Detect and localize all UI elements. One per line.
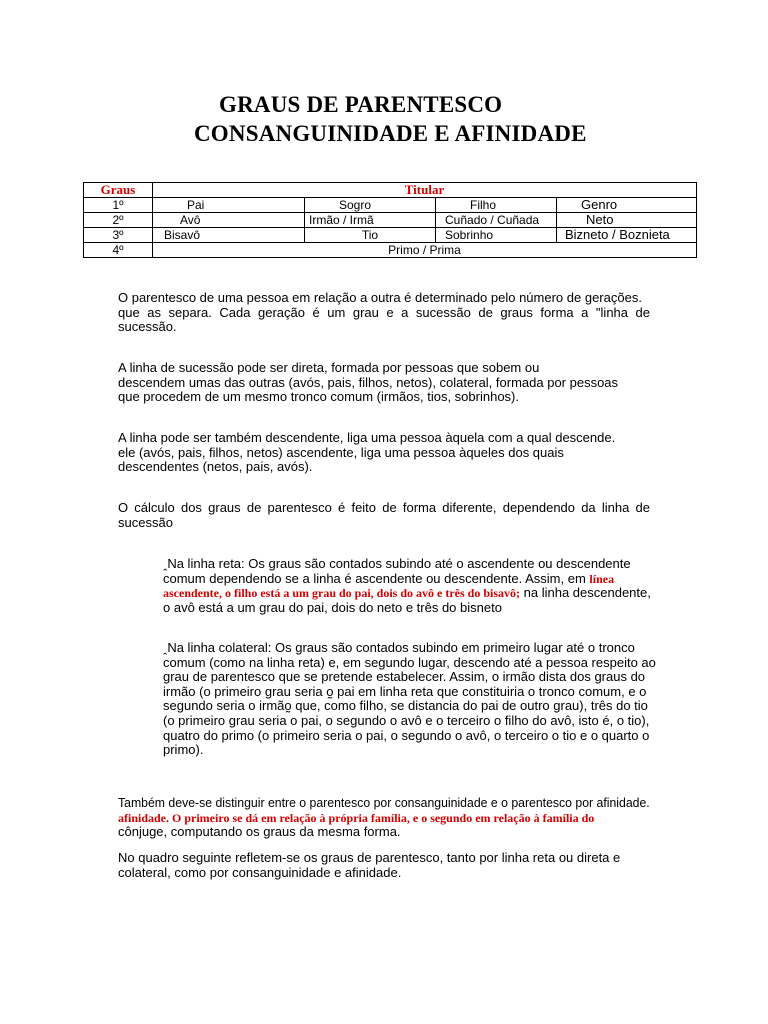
table-header-graus: Graus [84,183,153,198]
table-cell: Sogro [305,198,436,213]
table-cell: Cuñado / Cuñada [436,213,557,228]
table-row [84,243,697,258]
kinship-table [83,182,697,258]
text-line: descendentes (netos, pais, avós). [118,459,313,475]
paragraph-distinction [118,796,650,840]
text-line: ꞈNa linha reta: Os graus são contados subindo até o ascendente ou [163,556,553,571]
text-line: No quadro seguinte refletem-se os graus de parentesco, tanto por linha reta ou direta e [118,850,621,865]
text-line: pai de outro grau), três do tio (o primeiro grau seria o pai, o segundo o avô e o [163,698,648,728]
text-line: dista dos graus do irmão (o primeiro grau seria o̰ pai em linha reta que [163,669,646,699]
table-cell-grau: 1º [84,198,153,213]
table-cell: Bizneto / Boznieta [557,228,697,243]
text-line: na linha descendente, o avô está a um grau do pai, dois do neto e três do [163,585,651,615]
paragraph-intro [118,291,650,335]
text-line: A linha de sucessão pode ser direta, formada por pessoas que sobem ou [118,360,540,375]
text-line: segundo o avô, o terceiro o tio e o quarto o primo). [163,727,650,758]
text-line: sucessão. [118,319,177,335]
paragraph-table-note [118,851,650,880]
table-cell: Neto [557,213,697,228]
table-cell-grau: 2º [84,213,153,228]
text-line: ꞈNa linha colateral: Os graus são contados subindo em primeiro lugar até o tronco [163,640,635,655]
text-line: respeito ao grau de parentesco que se pretende estabelecer. Assim, o irmão [163,654,656,685]
text-line: que as separa. Cada geração é um grau e a sucessão de graus forma a "linha de [118,304,650,320]
highlight-line: afinidade. O primeiro se dá em relação à própria família, e o segundo em relação à família do [118,810,595,825]
table-cell: Sobrinho [436,228,557,243]
text-line: bisneto [460,599,502,615]
table-row [84,198,697,213]
text-line: constituiria o tronco comum, e o segundo seria o irmão̰ que, como filho, se distancia do [163,683,647,714]
table-cell-grau: 3º [84,228,153,243]
table-cell: Tio [305,228,436,243]
page-title-line2: CONSANGUINIDADE E AFINIDADE [194,121,587,146]
table-header-row [84,183,697,198]
bullet-linha-reta [163,557,657,615]
table-cell-grau: 4º [84,243,153,258]
text-line: cônjuge, computando os graus da mesma forma. [118,824,401,840]
text-line: colateral, como por consanguinidade e afinidade. [118,864,402,880]
table-header-titular: Titular [153,183,697,198]
paragraph-calculation [118,501,650,530]
table-cell: Avô [153,213,305,228]
text-line: ele (avós, pais, filhos, netos) ascendente, liga uma pessoa àqueles dos quais [118,444,564,460]
table-cell: Irmão / Irmã [305,213,436,228]
text-line: Também deve-se distinguir entre o parentesco por consanguinidade e o parentesco por afinidade. [118,795,650,810]
text-line: terceiro o filho do avô, isto é, o tio), quatro do primo (o primeiro seria o pai, o [163,712,650,743]
bullet-linha-colateral [163,641,657,758]
table-cell: Genro [557,198,697,213]
text-line: O cálculo dos graus de parentesco é feito de forma diferente, dependendo da linha de [118,500,650,515]
text-line: sucessão [118,514,173,530]
text-line: comum (como na linha reta) e, em segundo lugar, descendo até a pessoa [163,654,588,670]
text-line: A linha pode ser também descendente, liga uma pessoa àquela com a qual descende. [118,430,616,445]
table-cell: Bisavô [153,228,305,243]
table-row [84,213,697,228]
table-cell: Filho [436,198,557,213]
page-title-line1: GRAUS DE PARENTESCO [219,92,503,117]
text-line: descendem umas das outras (avós, pais, filhos, netos), colateral, formada por pessoas [118,374,619,390]
paragraph-succession [118,361,650,405]
text-line: descendente comum dependendo se a linha é ascendente ou descendente. Assim, em [163,556,631,586]
text-line: O parentesco de uma pessoa em relação a outra é determinado pelo número de gerações. [118,290,642,305]
text-line: que procedem de um mesmo tronco comum (irmãos, tios, sobrinhos). [118,389,519,405]
paragraph-descendant [118,431,650,475]
table-cell-merged: Primo / Prima [153,243,697,258]
table-row [84,228,697,243]
table-cell: Pai [153,198,305,213]
highlight-line: línea ascendente, o filho está a um grau do pai, dois do avô e três do bisavô; [163,571,615,601]
